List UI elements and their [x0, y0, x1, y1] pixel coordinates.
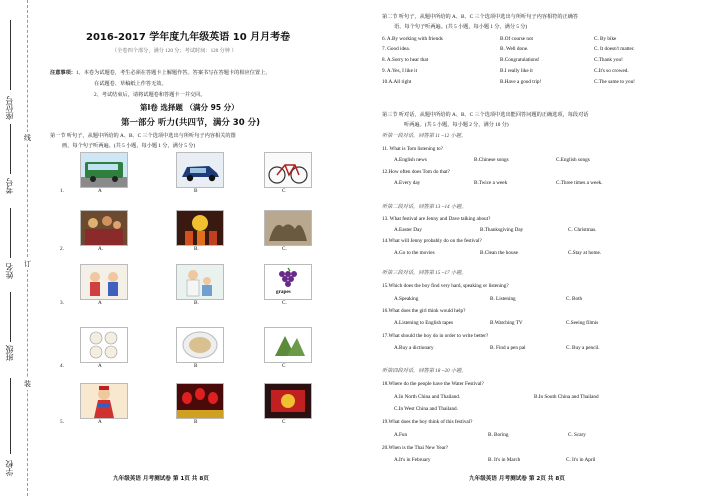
dialogue-3-heading: 听第三段对话，回答第 15 ~17 小题。 — [382, 270, 467, 276]
section3-line2: 听两遍。(共 5 小题，每小题 2 分，满分 10 分) — [404, 122, 509, 128]
notice-1: 1、本卷为试题卷，考生必须在答题卡上解题作答。答案书写在答题卡的相应位置上， — [75, 70, 271, 76]
cut-line — [27, 0, 28, 496]
page-title: 2016-2017 学年度九年级英语 10 月月考卷 — [86, 32, 291, 43]
mother-child-picture — [176, 264, 224, 300]
question-number: 1. — [60, 188, 64, 194]
part1-heading: 第一部分 听力(共四节，满分 30 分) — [121, 118, 260, 128]
q19-c: C. Scary — [568, 432, 586, 438]
q6-c: C. By bike — [594, 36, 617, 42]
q15-b: B. Listening — [490, 296, 516, 302]
q14: 14.What will Jenny probably do on the festival? — [382, 238, 482, 244]
q6-a: 6. A.By working with friends — [382, 36, 443, 42]
q11-b: B.Chinese songs — [474, 157, 509, 163]
section2-line1: 第二节 听句子，从题中所给的 A、B、C 三个选项中选出与所听句子内容相符的正确答 — [382, 14, 579, 20]
dialogue-4-heading: 听第四段对话，回答第 18 ~20 小题。 — [382, 368, 467, 374]
costume-girl-picture — [80, 383, 128, 419]
dinosaurs-picture — [264, 210, 312, 246]
q13-b: B.Thanksgiving Day — [480, 227, 524, 233]
option-label: B — [194, 419, 198, 425]
q17-a: A.Buy a dictionary — [394, 345, 434, 351]
option-label: C. — [282, 246, 287, 252]
footer-left: 九年级英语 月考测试卷 第 1页 共 8页 — [113, 476, 209, 482]
option-label: A. — [98, 246, 104, 252]
seat-number-label: 座位号 — [5, 96, 14, 120]
dialogue-2-heading: 听第二段对话，回答第 13 ~14 小题。 — [382, 204, 467, 210]
cut-word-install: 装 — [24, 380, 31, 388]
q18-b: B.In South China and Thailand — [534, 394, 599, 400]
section1-line2: 画，每个句子听两遍。(共 5 小题，每小题 1 分，满分 5 分) — [62, 143, 196, 149]
volume-heading: 第Ⅰ卷 选择题 （满分 95 分） — [140, 103, 239, 112]
q16: 16.What does the girl think would help? — [382, 308, 466, 314]
school-label: 学校 — [5, 460, 14, 476]
q8-a: 8. A.Sorry to hear that — [382, 57, 429, 63]
festival-crowd-picture — [80, 210, 128, 246]
q7-c: C. It doesn't matter. — [594, 46, 635, 52]
q8-b: B.Congratulations! — [500, 57, 540, 63]
q10-c: C.The same to you! — [594, 79, 635, 85]
q19: 19.What does the boy think of this festival? — [382, 419, 473, 425]
mooncakes-picture — [80, 327, 128, 363]
q17-c: C. Buy a pencil. — [566, 345, 600, 351]
notice-1b: 在试题卷、草稿纸上作答无效。 — [94, 81, 167, 87]
q16-a: A.Listening to English tapes — [394, 320, 454, 326]
q12-a: A.Every day — [394, 180, 421, 186]
section3-line1: 第三节 听对话，从题中所给的 A、B、C 三个选项中选出能回答问题的正确选项，每段对话 — [382, 112, 589, 118]
question-number: 5. — [60, 419, 64, 425]
option-label: B. — [194, 246, 199, 252]
dancers-picture — [176, 210, 224, 246]
seat-number-line — [10, 20, 11, 90]
cut-word-bind: 订 — [24, 260, 31, 268]
q8-c: C.Thank you! — [594, 57, 623, 63]
q15-a: A.Speaking — [394, 296, 419, 302]
q19-b: B. Boring — [488, 432, 509, 438]
option-label: A — [98, 300, 102, 306]
section1-line1: 第一节 听句子，从题中所给的 A、B、C 三个选项中选出与所听句子内容相关的图 — [50, 133, 236, 139]
q17: 17.What should the boy do in order to write better? — [382, 333, 489, 339]
section2-line2: 语，每个句子听两遍。(共 5 小题，每小题 1 分，满分 5 分) — [394, 24, 528, 30]
question-number: 4. — [60, 363, 64, 369]
question-number: 3. — [60, 300, 64, 306]
q16-c: C.Seeing filmis — [566, 320, 599, 326]
q20: 20.When is the Thai New Year? — [382, 445, 449, 451]
exam-number-line — [10, 124, 11, 174]
option-label: B — [194, 363, 198, 369]
q7-b: B. Well done. — [500, 46, 529, 52]
option-label: B. — [194, 300, 199, 306]
question-number: 2. — [60, 246, 64, 252]
q15-c: C. Both — [566, 296, 583, 302]
cut-word-line: 线 — [24, 134, 31, 142]
footer-right: 九年级英语 月考测试卷 第 2页 共 8页 — [469, 476, 565, 482]
q6-b: B.Of course not — [500, 36, 533, 42]
q11-c: C.English songs — [556, 157, 590, 163]
q11: 11. What is Tom listening to? — [382, 146, 443, 152]
name-line — [10, 208, 11, 258]
q13-a: A.Easter Day — [394, 227, 422, 233]
q18: 18.Where do the people have the Water Festival? — [382, 381, 484, 387]
school-line — [10, 378, 11, 454]
q9-a: 9. A.Yes, I like it — [382, 68, 418, 74]
lanterns-picture — [176, 383, 224, 419]
q14-a: A.Go to the movies — [394, 250, 435, 256]
notice-2: 2、考试结束后，请将试题卷和答题卡一并交回。 — [94, 92, 206, 98]
binding-strip — [0, 0, 40, 496]
q10-a: 10.A.All right — [382, 79, 412, 85]
class-line — [10, 292, 11, 342]
notice-line-1 — [50, 70, 271, 77]
q20-a: A.It's in February — [394, 457, 431, 463]
q13: 13. What festival are Jenny and Dave talking about? — [382, 216, 491, 222]
bus-picture — [80, 152, 128, 188]
option-label: C. — [282, 300, 287, 306]
option-label: A — [98, 363, 102, 369]
q12-b: B.Twice a week — [474, 180, 508, 186]
zongzi-picture — [264, 327, 312, 363]
q14-c: C.Stay at home. — [568, 250, 602, 256]
notice-label: 注意事项： — [50, 70, 76, 76]
festival-picture — [264, 383, 312, 419]
q7-a: 7. Good idea. — [382, 46, 410, 52]
plate-picture — [176, 327, 224, 363]
q19-a: A.Fun — [394, 432, 408, 438]
name-label: 姓名 — [5, 263, 14, 279]
bicycle-picture — [264, 152, 312, 188]
children-picture — [80, 264, 128, 300]
option-label: B — [194, 188, 198, 194]
q18-c: C.In West China and Thailand. — [394, 406, 458, 412]
q12-c: C.Three times a week. — [556, 180, 603, 186]
exam-info: （全卷四个部分，满分 120 分；考试时间：120 分钟 ） — [112, 48, 237, 54]
option-label: A — [98, 419, 102, 425]
option-label: A — [98, 188, 102, 194]
q10-b: B.Have a good trip! — [500, 79, 542, 85]
q9-b: B.I really like it — [500, 68, 533, 74]
option-label: C — [282, 419, 286, 425]
dialogue-1-heading: 听第一段对话，回答第 11 ~12 小题。 — [382, 133, 467, 139]
q15: 15.Which does the boy find very hard, speaking or listening? — [382, 283, 509, 289]
q20-c: C. It's in April — [566, 457, 596, 463]
q9-c: C.It's so crowed. — [594, 68, 629, 74]
exam-number-label: 考号 — [5, 178, 14, 194]
q12: 12.How often does Tom do that? — [382, 169, 450, 175]
q16-b: B.Watching TV — [490, 320, 523, 326]
q18-a: A.In North China and Thailand. — [394, 394, 461, 400]
option-label: C — [282, 363, 286, 369]
car-picture — [176, 152, 224, 188]
class-label: 班级 — [5, 345, 14, 361]
grapes-caption: grapes — [276, 289, 291, 295]
q13-c: C. Christmas. — [568, 227, 597, 233]
q11-a: A.English news — [394, 157, 427, 163]
q20-b: B. It's in March — [488, 457, 521, 463]
option-label: C — [282, 188, 286, 194]
q14-b: B.Clean the house — [480, 250, 518, 256]
q17-b: B. Find a pen pal — [490, 345, 526, 351]
